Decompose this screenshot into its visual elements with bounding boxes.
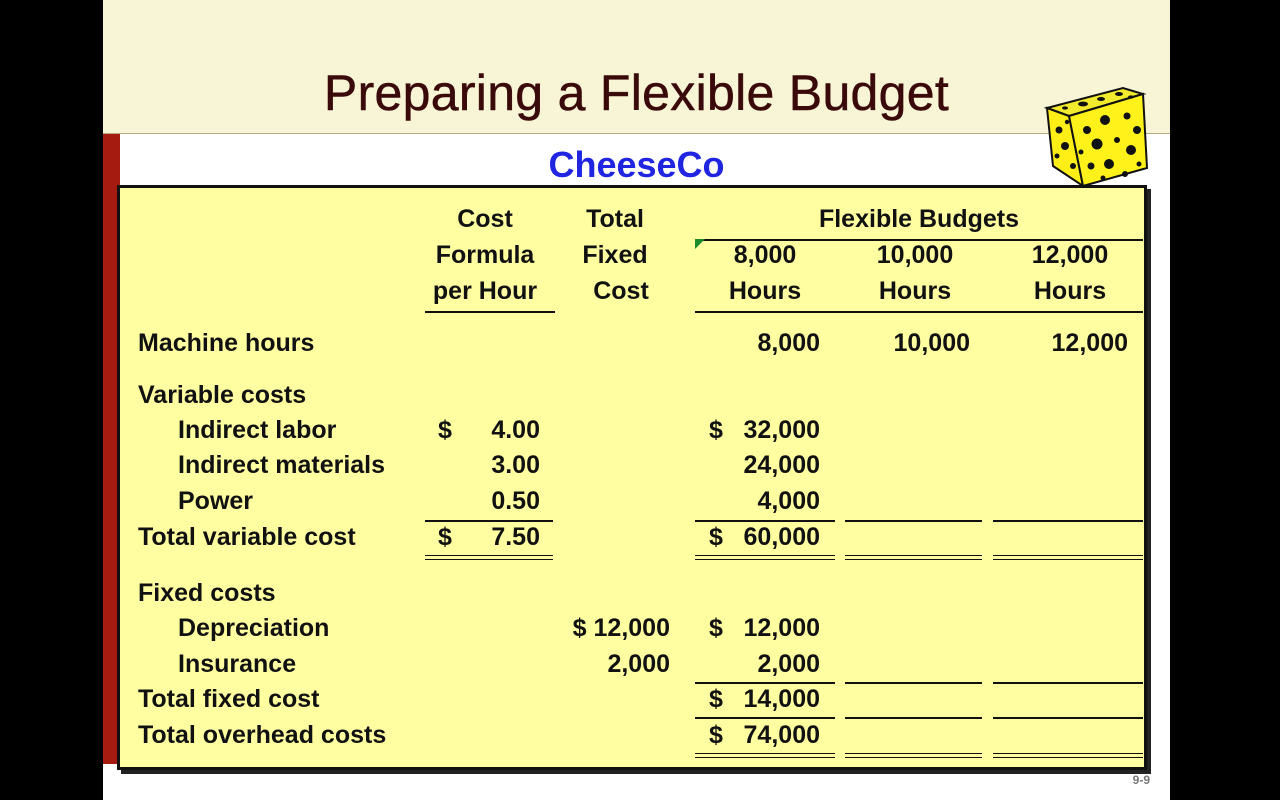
header-flexible-budgets: Flexible Budgets: [818, 205, 1020, 233]
subtotal-rule: [695, 717, 835, 719]
depreciation-fixed: $ 12,000: [572, 614, 670, 642]
total-double-rule: [695, 753, 835, 758]
dollar-sign: $: [709, 685, 723, 713]
row-label-total-overhead: Total overhead costs: [138, 721, 387, 749]
insurance-fixed: 2,000: [607, 650, 670, 678]
subtotal-rule: [845, 682, 982, 684]
total-double-rule: [845, 555, 982, 560]
indirect-labor-8000: 32,000: [743, 416, 820, 444]
row-label-indirect-materials: Indirect materials: [178, 451, 386, 479]
row-label-total-variable-cost: Total variable cost: [138, 523, 356, 551]
total-variable-rate: 7.50: [491, 523, 540, 551]
total-double-rule: [993, 753, 1143, 758]
total-double-rule: [425, 555, 553, 560]
dollar-sign: $: [438, 416, 452, 444]
dollar-sign: $: [438, 523, 452, 551]
subtotal-rule: [845, 717, 982, 719]
subtotal-rule: [993, 682, 1143, 684]
row-label-total-fixed-cost: Total fixed cost: [138, 685, 320, 713]
dollar-sign: $: [709, 416, 723, 444]
row-label-indirect-labor: Indirect labor: [178, 416, 337, 444]
total-fixed-8000: 14,000: [743, 685, 820, 713]
dollar-sign: $: [709, 614, 723, 642]
slide-number: 9-9: [1132, 773, 1150, 787]
dollar-sign: $: [709, 523, 723, 551]
slide: [103, 0, 1170, 800]
row-label-insurance: Insurance: [178, 650, 297, 678]
machine-hours-10000: 10,000: [893, 329, 970, 357]
total-overhead-8000: 74,000: [743, 721, 820, 749]
section-label-variable-costs: Variable costs: [138, 381, 307, 409]
power-8000: 4,000: [757, 487, 820, 515]
header-12000: 12,000: [1031, 241, 1109, 269]
cheese-icon: [1043, 82, 1153, 190]
section-label-fixed-costs: Fixed costs: [138, 579, 276, 607]
header-cost-2: Formula: [435, 241, 535, 269]
header-8000-hours: Hours: [728, 277, 802, 305]
header-rule: [425, 311, 555, 313]
row-label-depreciation: Depreciation: [178, 614, 330, 642]
header-fixed-1: Total: [586, 205, 644, 233]
insurance-8000: 2,000: [757, 650, 820, 678]
total-double-rule: [695, 555, 835, 560]
header-10000: 10,000: [876, 241, 954, 269]
subtotal-rule: [993, 520, 1143, 522]
row-label-power: Power: [178, 487, 254, 515]
company-name: CheeseCo: [548, 144, 725, 185]
header-rule: [695, 311, 1143, 313]
header-fixed-2: Fixed: [582, 241, 648, 269]
power-rate: 0.50: [491, 487, 540, 515]
indirect-materials-8000: 24,000: [743, 451, 820, 479]
header-8000: 8,000: [733, 241, 797, 269]
flexible-budget-table: [117, 185, 1147, 770]
slide-title: Preparing a Flexible Budget: [323, 65, 950, 121]
header-12000-hours: Hours: [1033, 277, 1107, 305]
row-label-machine-hours: Machine hours: [138, 329, 315, 357]
subtotal-rule: [845, 520, 982, 522]
subtotal-rule: [993, 717, 1143, 719]
header-cost-1: Cost: [457, 205, 513, 233]
indirect-labor-rate: 4.00: [491, 416, 540, 444]
depreciation-8000: 12,000: [743, 614, 820, 642]
total-double-rule: [993, 555, 1143, 560]
indirect-materials-rate: 3.00: [491, 451, 540, 479]
machine-hours-12000: 12,000: [1051, 329, 1128, 357]
machine-hours-8000: 8,000: [757, 329, 820, 357]
dollar-sign: $: [709, 721, 723, 749]
total-variable-8000: 60,000: [743, 523, 820, 551]
total-double-rule: [845, 753, 982, 758]
header-fixed-3: Cost: [593, 277, 649, 305]
header-10000-hours: Hours: [878, 277, 952, 305]
header-cost-3: per Hour: [432, 277, 538, 305]
